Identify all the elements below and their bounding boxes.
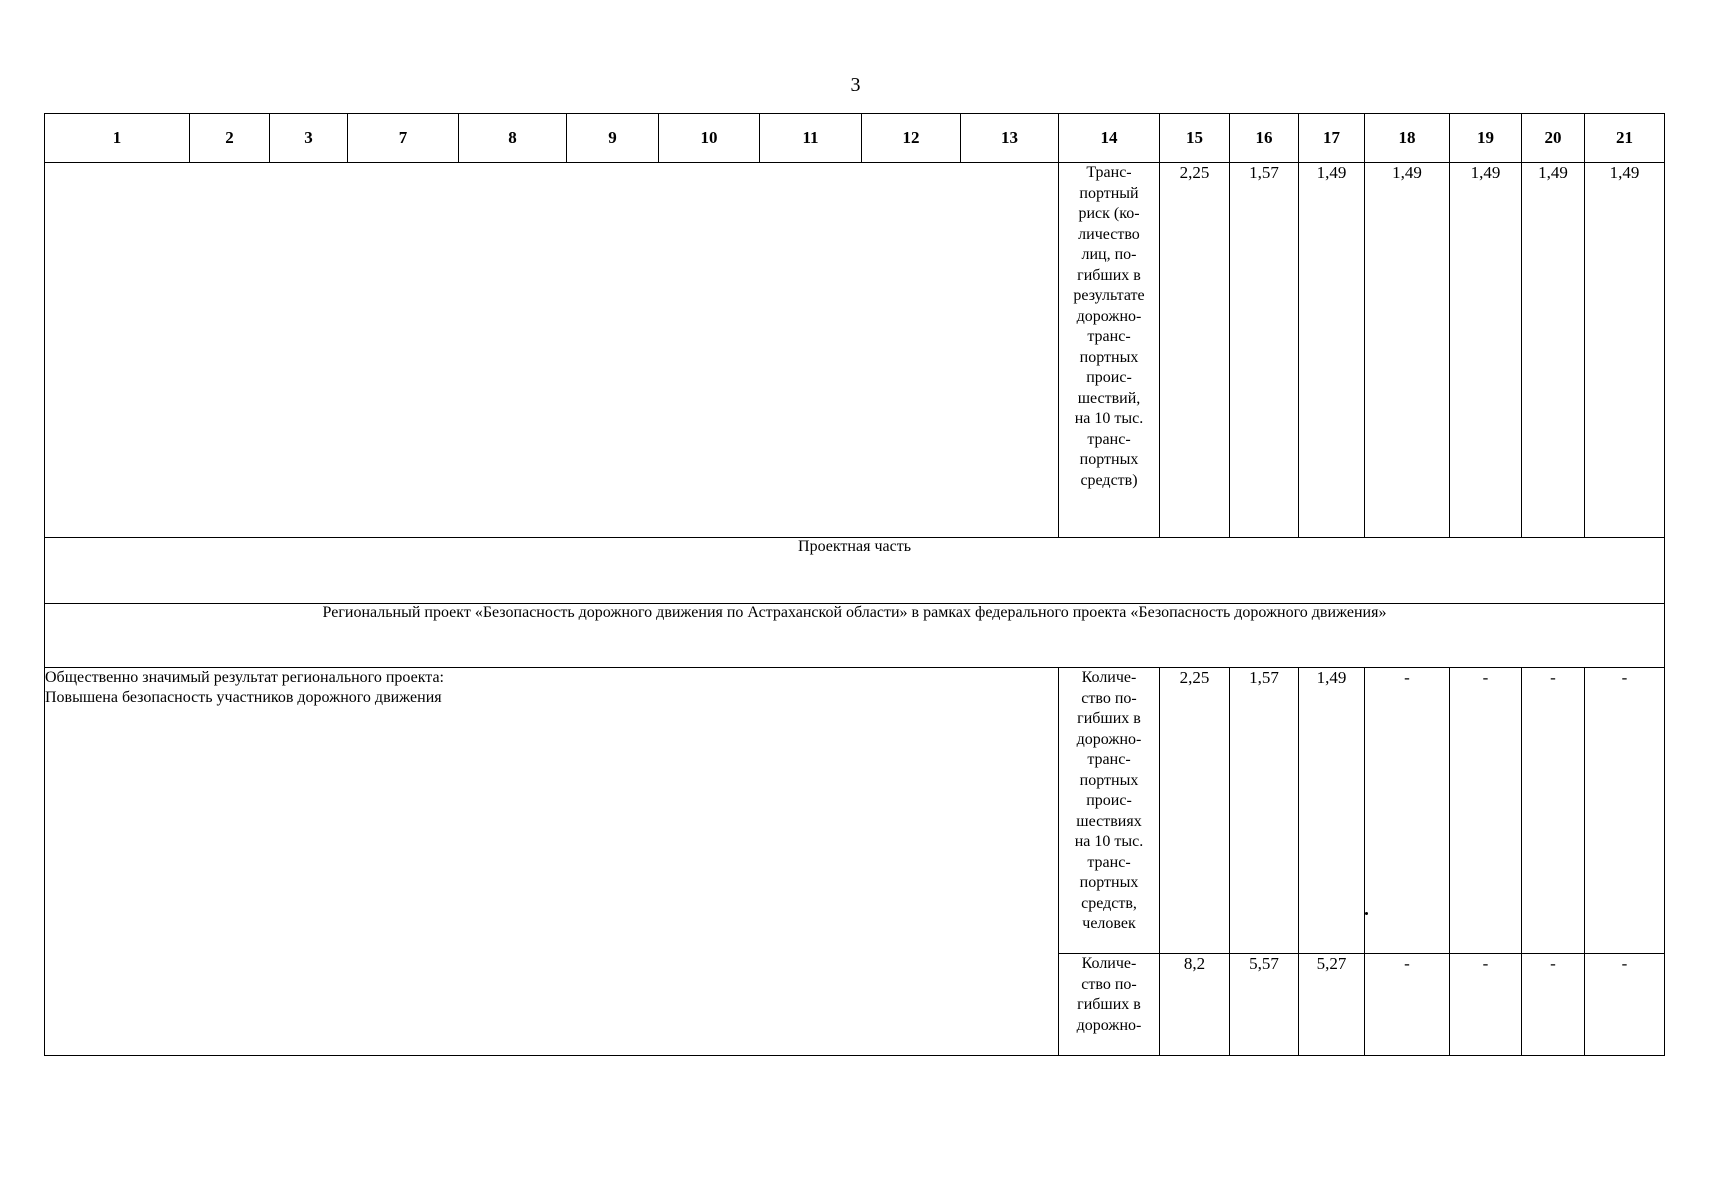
column-header: 21 [1585, 114, 1665, 163]
column-header: 7 [348, 114, 459, 163]
indicators-table [44, 113, 1665, 1056]
column-header: 19 [1450, 114, 1522, 163]
column-header: 16 [1230, 114, 1299, 163]
column-header: 13 [961, 114, 1059, 163]
scan-speck [1365, 912, 1368, 915]
value-cell: 2,25 [1160, 163, 1230, 538]
section-row [45, 604, 1665, 668]
value-cell: 2,25 [1160, 668, 1230, 954]
indicator-name: Количе- ство по- гибших в дорожно- [1076, 955, 1142, 1034]
value-cell: - [1365, 954, 1450, 1056]
column-header: 8 [459, 114, 567, 163]
column-number-header-row [45, 114, 1665, 163]
value-cell: 1,57 [1230, 668, 1299, 954]
value-cell: 1,49 [1450, 163, 1522, 538]
indicator-name: Транс- портный риск (ко- личество лиц, по- гибших в результате дорожно- транс- портных проис- шествий, на 10 тыс. транс- портных средств) [1073, 164, 1145, 489]
column-header: 2 [190, 114, 270, 163]
value-cell: - [1585, 668, 1665, 954]
value-cell: 1,57 [1230, 163, 1299, 538]
empty-description-cell [45, 163, 1059, 538]
column-header: 17 [1299, 114, 1365, 163]
value-cell: - [1522, 668, 1585, 954]
value-cell: 1,49 [1365, 163, 1450, 538]
column-header: 20 [1522, 114, 1585, 163]
column-header: 12 [862, 114, 961, 163]
column-header: 11 [760, 114, 862, 163]
section-row [45, 538, 1665, 604]
result-heading: Общественно значимый результат регионального проекта: [45, 669, 444, 686]
indicator-cell [1059, 954, 1160, 1056]
value-cell: 8,2 [1160, 954, 1230, 1056]
result-description-cell [45, 668, 1059, 1056]
indicator-name: Количе- ство по- гибших в дорожно- транс- портных проис- шествиях на 10 тыс. транс- портных средств, человек [1074, 669, 1144, 932]
value-cell: - [1585, 954, 1665, 1056]
deaths-per-10k-vehicles-row [45, 668, 1665, 954]
value-cell: 1,49 [1299, 163, 1365, 538]
column-header: 18 [1365, 114, 1450, 163]
section-title-regional-project: Региональный проект «Безопасность дорожного движения по Астраханской области» в рамках федерального проекта «Безопасность дорожного движения» [45, 604, 1665, 668]
column-header: 10 [659, 114, 760, 163]
value-cell: 1,49 [1299, 668, 1365, 954]
column-header: 15 [1160, 114, 1230, 163]
value-cell: - [1450, 954, 1522, 1056]
page-number: 3 [850, 74, 861, 96]
indicator-cell [1059, 668, 1160, 954]
section-title-project-part: Проектная часть [45, 538, 1665, 604]
value-cell: - [1522, 954, 1585, 1056]
value-cell: 5,57 [1230, 954, 1299, 1056]
value-cell: - [1365, 668, 1450, 954]
column-header: 14 [1059, 114, 1160, 163]
value-cell: 1,49 [1522, 163, 1585, 538]
column-header: 1 [45, 114, 190, 163]
value-cell: 1,49 [1585, 163, 1665, 538]
value-cell: - [1450, 668, 1522, 954]
column-header: 3 [270, 114, 348, 163]
column-header: 9 [567, 114, 659, 163]
result-text: Повышена безопасность участников дорожного движения [45, 689, 442, 706]
indicator-cell [1059, 163, 1160, 538]
value-cell: 5,27 [1299, 954, 1365, 1056]
transport-risk-row [45, 163, 1665, 538]
